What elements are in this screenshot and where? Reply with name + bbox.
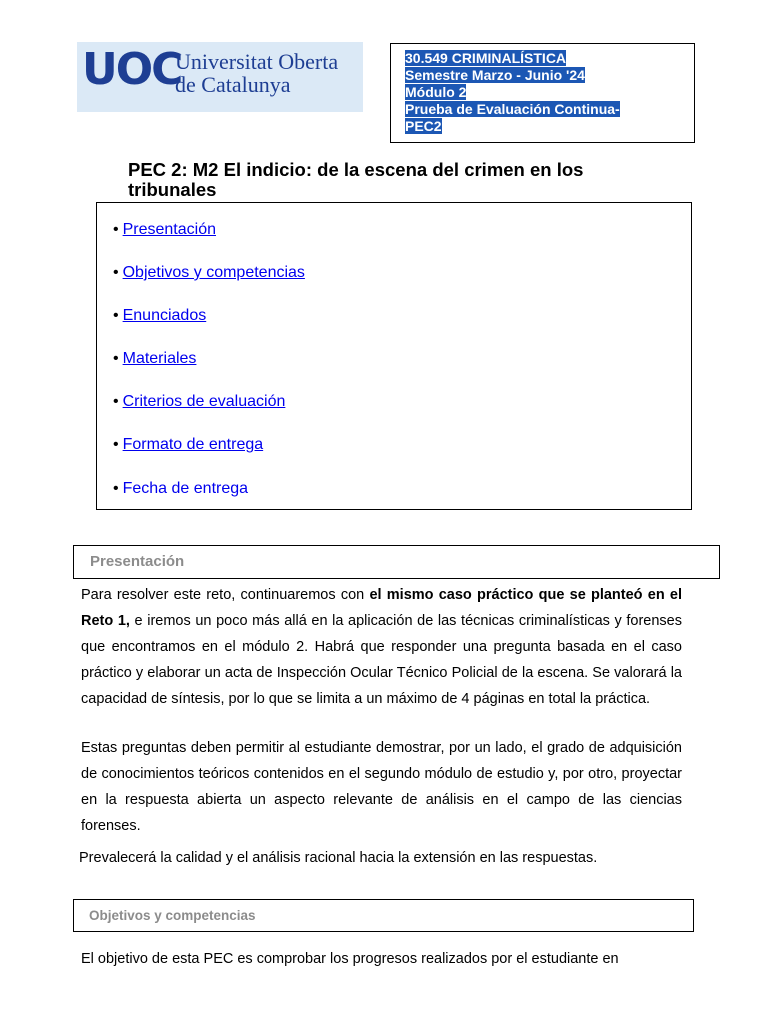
- toc-bullet: •: [113, 480, 119, 497]
- toc-bullet: •: [113, 307, 119, 324]
- presentacion-paragraph-1: [81, 582, 682, 712]
- toc-link-presentacion[interactable]: Presentación: [122, 221, 216, 238]
- toc-bullet: •: [113, 221, 119, 238]
- course-info-lines: [405, 50, 620, 135]
- toc-link-criterios[interactable]: Criterios de evaluación: [122, 393, 286, 410]
- page-title: PEC 2: M2 El indicio: de la escena del crimen en los tribunales: [128, 159, 584, 200]
- presentacion-paragraph-3: Prevalecerá la calidad y el análisis racional hacia la extensión en las respuestas.: [79, 850, 598, 866]
- toc-item-enunciados: [113, 306, 206, 326]
- toc-item-fecha: [113, 479, 248, 499]
- logo-mark: UOC: [82, 44, 182, 95]
- toc-bullet: •: [113, 350, 119, 367]
- presentacion-paragraph-2: Estas preguntas deben permitir al estudiante demostrar, por un lado, el grado de adquisición de conocimientos teóricos contenidos en el segundo módulo de estudio y, por otro, proyectar en la respuesta abierta un aspecto relevante de análisis en el campo de las ciencias forenses.: [81, 740, 682, 834]
- toc-bullet: •: [113, 393, 119, 410]
- presentacion-p1-rest: e iremos un poco más allá en la aplicación de las técnicas criminalísticas y forenses que encontramos en el módulo 2. Habrá que responder una pregunta basada en el caso práctico y elaborar un acta de Inspección Ocular Técnico Policial de la escena. Se valorará la capacidad de síntesis, por lo que se limita a un máximo de 4 páginas en total la práctica.: [81, 613, 682, 707]
- toc-link-objetivos[interactable]: Objetivos y competencias: [122, 264, 305, 281]
- toc-item-presentacion: [113, 220, 216, 240]
- objetivos-paragraph-1: El objetivo de esta PEC es comprobar los progresos realizados por el estudiante en: [81, 951, 619, 967]
- toc-item-objetivos: [113, 263, 305, 283]
- section-heading-objetivos: Objetivos y competencias: [73, 899, 694, 932]
- logo-line-2: de Catalunya: [175, 72, 291, 97]
- toc-item-materiales: [113, 349, 196, 369]
- toc-text-fecha: Fecha de entrega: [122, 480, 249, 497]
- toc-item-formato: [113, 435, 263, 455]
- course-test-type: Prueba de Evaluación Continua-: [405, 101, 620, 117]
- logo-text: [175, 50, 338, 96]
- presentacion-p1-start: Para resolver este reto, continuaremos con: [81, 587, 370, 603]
- toc-bullet: •: [113, 264, 119, 281]
- logo-line-1: Universitat Oberta: [175, 49, 339, 74]
- course-code: 30.549 CRIMINALÍSTICA: [405, 50, 567, 66]
- table-of-contents: [96, 202, 692, 510]
- course-test-id: PEC2: [405, 118, 442, 134]
- toc-link-formato[interactable]: Formato de entrega: [122, 436, 264, 453]
- section-heading-presentacion: Presentación: [73, 545, 720, 579]
- toc-item-criterios: [113, 392, 285, 412]
- presentacion-p1-bold: el mismo caso práctico que se planteó en el Reto 1,: [81, 587, 682, 629]
- toc-bullet: •: [113, 436, 119, 453]
- course-semester: Semestre Marzo - Junio '24: [405, 67, 585, 83]
- toc-link-materiales[interactable]: Materiales: [122, 350, 197, 367]
- toc-link-enunciados[interactable]: Enunciados: [122, 307, 207, 324]
- course-info-box: [390, 43, 695, 143]
- uoc-logo: [77, 42, 363, 112]
- course-module: Módulo 2: [405, 84, 467, 100]
